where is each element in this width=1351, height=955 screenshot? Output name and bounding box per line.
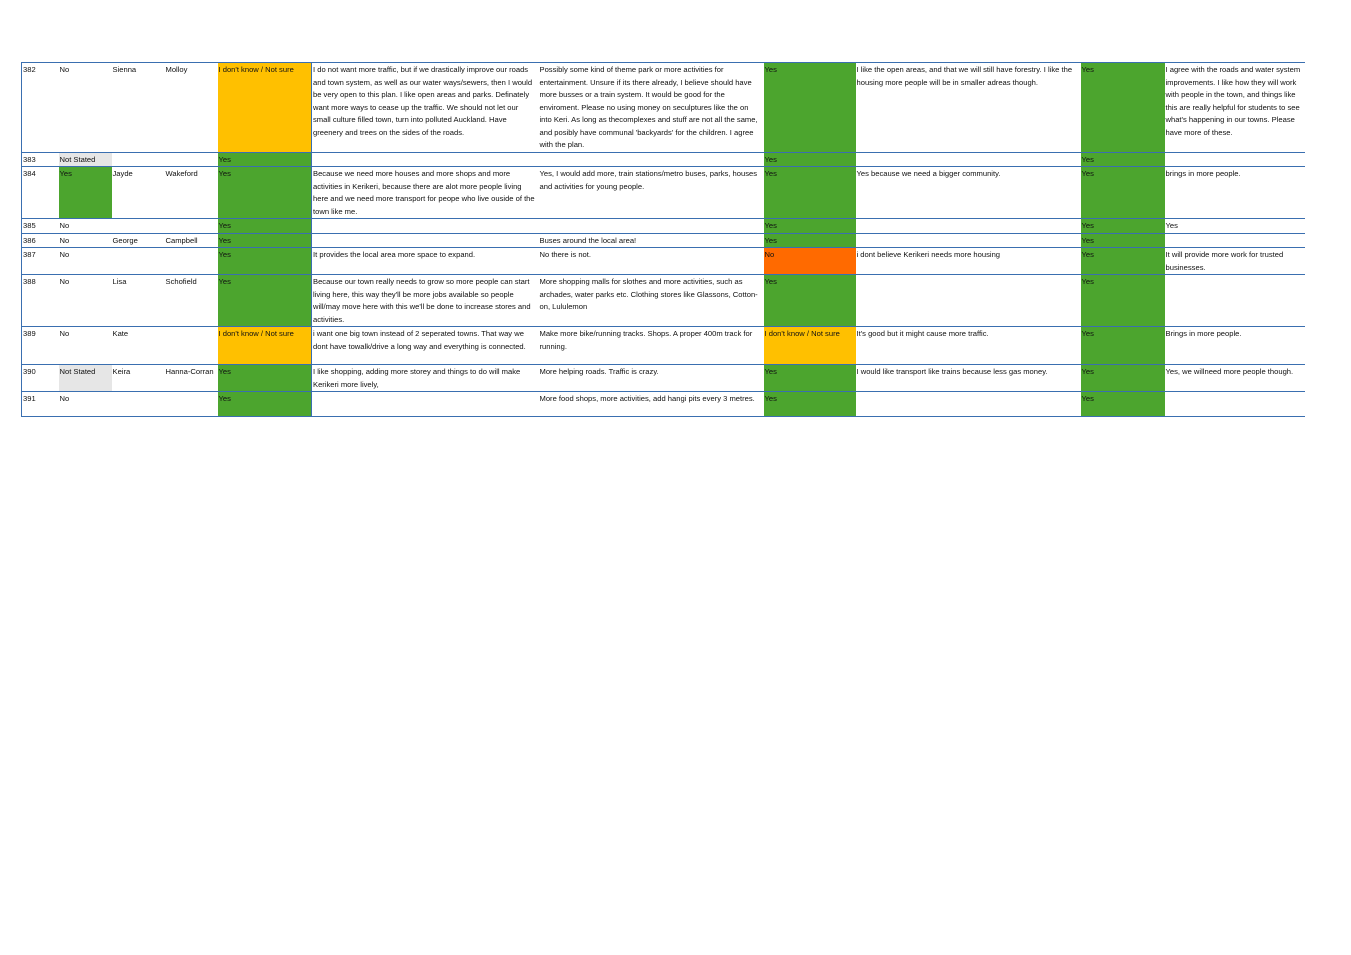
response-id-cell: 386 — [22, 233, 59, 248]
answer-3-reason-cell: It will provide more work for trusted businesses. — [1165, 248, 1305, 275]
table-row — [22, 167, 1305, 219]
answer-3-cell: Yes — [1081, 365, 1165, 392]
answer-1-reason-cell — [312, 219, 539, 234]
answer-3-reason-cell: Yes — [1165, 219, 1305, 234]
answer-2-cell: No — [764, 248, 856, 275]
answer-1-reason-cell: i want one big town instead of 2 seperated towns. That way we dont have towalk/drive a long way and everything is connected. — [312, 327, 539, 365]
table-row — [22, 392, 1305, 417]
answer-2-reason-cell: It's good but it might cause more traffic. — [856, 327, 1081, 365]
answer-2-reason-cell — [856, 219, 1081, 234]
suggestion-cell: Possibly some kind of theme park or more activities for entertainment. Unsure if its there already, I believe should have more busses or a train system. It would be good for the enviroment. Please no using money on seculptures like the on into Keri. As long as thecomplexes and stuff are not all the same, and posibly have communal 'backyards' for the children. I agree with the plan. — [539, 63, 764, 153]
answer-1-reason-cell — [312, 233, 539, 248]
last-name-cell — [165, 248, 218, 275]
suggestion-cell: More helping roads. Traffic is crazy. — [539, 365, 764, 392]
first-name-cell — [112, 248, 165, 275]
answer-2-cell: Yes — [764, 167, 856, 219]
suggestion-cell — [539, 152, 764, 167]
flag-cell: Not Stated — [59, 365, 112, 392]
last-name-cell: Molloy — [165, 63, 218, 153]
answer-1-cell: Yes — [218, 392, 312, 417]
answer-1-cell: Yes — [218, 275, 312, 327]
response-id-cell: 382 — [22, 63, 59, 153]
flag-cell: No — [59, 392, 112, 417]
answer-3-reason-cell: I agree with the roads and water system improvements. I like how they will work with people in the town, and things like this are really helpful for students to see what's happening in our towns. Please have more of these. — [1165, 63, 1305, 153]
response-id-cell: 388 — [22, 275, 59, 327]
first-name-cell: Jayde — [112, 167, 165, 219]
table-row — [22, 365, 1305, 392]
survey-table — [21, 62, 1305, 417]
answer-1-reason-cell — [312, 152, 539, 167]
answer-2-reason-cell: I like the open areas, and that we will still have forestry. I like the housing more people will be in smaller adreas though. — [856, 63, 1081, 153]
answer-2-reason-cell — [856, 392, 1081, 417]
first-name-cell — [112, 219, 165, 234]
answer-2-cell: Yes — [764, 365, 856, 392]
flag-cell: No — [59, 219, 112, 234]
flag-cell: Yes — [59, 167, 112, 219]
flag-cell: No — [59, 233, 112, 248]
answer-2-cell: Yes — [764, 392, 856, 417]
answer-1-cell: I don't know / Not sure — [218, 63, 312, 153]
suggestion-cell: More shopping malls for slothes and more activities, such as archades, water parks etc. Clothing stores like Glassons, Cotton-on, Lululemon — [539, 275, 764, 327]
flag-cell: No — [59, 275, 112, 327]
answer-1-cell: Yes — [218, 365, 312, 392]
answer-1-cell: Yes — [218, 248, 312, 275]
first-name-cell — [112, 152, 165, 167]
answer-3-cell: Yes — [1081, 63, 1165, 153]
first-name-cell: George — [112, 233, 165, 248]
response-id-cell: 389 — [22, 327, 59, 365]
answer-1-reason-cell: Because we need more houses and more shops and more activities in Kerikeri, because there are alot more people living here and we need more transport for peope who live ouside of the town like me. — [312, 167, 539, 219]
table-row — [22, 219, 1305, 234]
answer-2-cell: Yes — [764, 275, 856, 327]
answer-1-cell: Yes — [218, 167, 312, 219]
answer-2-cell: Yes — [764, 233, 856, 248]
answer-3-cell: Yes — [1081, 233, 1165, 248]
answer-2-cell: Yes — [764, 152, 856, 167]
last-name-cell — [165, 219, 218, 234]
answer-2-cell: I don't know / Not sure — [764, 327, 856, 365]
table-row — [22, 248, 1305, 275]
answer-3-reason-cell: Yes, we willneed more people though. — [1165, 365, 1305, 392]
last-name-cell: Schofield — [165, 275, 218, 327]
answer-3-cell: Yes — [1081, 167, 1165, 219]
answer-2-reason-cell — [856, 152, 1081, 167]
answer-2-cell: Yes — [764, 63, 856, 153]
response-id-cell: 390 — [22, 365, 59, 392]
last-name-cell: Hanna-Corran — [165, 365, 218, 392]
response-id-cell: 383 — [22, 152, 59, 167]
answer-2-cell: Yes — [764, 219, 856, 234]
flag-cell: No — [59, 327, 112, 365]
response-id-cell: 391 — [22, 392, 59, 417]
answer-3-reason-cell — [1165, 275, 1305, 327]
last-name-cell — [165, 327, 218, 365]
answer-3-reason-cell: Brings in more people. — [1165, 327, 1305, 365]
table-row — [22, 327, 1305, 365]
answer-1-cell: I don't know / Not sure — [218, 327, 312, 365]
last-name-cell — [165, 152, 218, 167]
answer-3-cell: Yes — [1081, 248, 1165, 275]
answer-1-cell: Yes — [218, 152, 312, 167]
last-name-cell: Campbell — [165, 233, 218, 248]
response-id-cell: 387 — [22, 248, 59, 275]
answer-1-reason-cell: It provides the local area more space to expand. — [312, 248, 539, 275]
answer-1-reason-cell: I do not want more traffic, but if we drastically improve our roads and town system, as well as our water ways/sewers, then I would be very open to this plan. I like open areas and parks. Definately want more ways to cease up the traffic. We should not let our small culture filled town, turn into polluted Auckland. Have greenery and trees on the sides of the roads. — [312, 63, 539, 153]
last-name-cell — [165, 392, 218, 417]
suggestion-cell: Buses around the local area! — [539, 233, 764, 248]
answer-2-reason-cell — [856, 275, 1081, 327]
suggestion-cell: More food shops, more activities, add hangi pits every 3 metres. — [539, 392, 764, 417]
answer-1-reason-cell: Because our town really needs to grow so more people can start living here, this way they'll be more jobs available so people will/may move here with this we'll be done to increase stores and activities. — [312, 275, 539, 327]
first-name-cell — [112, 392, 165, 417]
answer-3-reason-cell — [1165, 152, 1305, 167]
flag-cell: No — [59, 248, 112, 275]
suggestion-cell: Yes, I would add more, train stations/metro buses, parks, houses and activities for young people. — [539, 167, 764, 219]
survey-table-body — [22, 63, 1305, 417]
first-name-cell: Sienna — [112, 63, 165, 153]
answer-1-cell: Yes — [218, 219, 312, 234]
answer-3-cell: Yes — [1081, 152, 1165, 167]
answer-3-cell: Yes — [1081, 275, 1165, 327]
answer-2-reason-cell: Yes because we need a bigger community. — [856, 167, 1081, 219]
answer-3-cell: Yes — [1081, 392, 1165, 417]
answer-3-reason-cell — [1165, 392, 1305, 417]
answer-1-reason-cell: I like shopping, adding more storey and things to do will make Kerikeri more lively, — [312, 365, 539, 392]
response-id-cell: 385 — [22, 219, 59, 234]
first-name-cell: Kate — [112, 327, 165, 365]
answer-3-cell: Yes — [1081, 219, 1165, 234]
suggestion-cell: Make more bike/running tracks. Shops. A proper 400m track for running. — [539, 327, 764, 365]
answer-3-reason-cell: brings in more people. — [1165, 167, 1305, 219]
flag-cell: Not Stated — [59, 152, 112, 167]
answer-1-reason-cell — [312, 392, 539, 417]
response-id-cell: 384 — [22, 167, 59, 219]
answer-3-reason-cell — [1165, 233, 1305, 248]
answer-1-cell: Yes — [218, 233, 312, 248]
table-row — [22, 152, 1305, 167]
flag-cell: No — [59, 63, 112, 153]
answer-2-reason-cell — [856, 233, 1081, 248]
first-name-cell: Lisa — [112, 275, 165, 327]
first-name-cell: Keira — [112, 365, 165, 392]
suggestion-cell — [539, 219, 764, 234]
answer-3-cell: Yes — [1081, 327, 1165, 365]
table-row — [22, 275, 1305, 327]
answer-2-reason-cell: i dont believe Kerikeri needs more housing — [856, 248, 1081, 275]
table-row — [22, 233, 1305, 248]
answer-2-reason-cell: I would like transport like trains because less gas money. — [856, 365, 1081, 392]
table-row — [22, 63, 1305, 153]
suggestion-cell: No there is not. — [539, 248, 764, 275]
last-name-cell: Wakeford — [165, 167, 218, 219]
